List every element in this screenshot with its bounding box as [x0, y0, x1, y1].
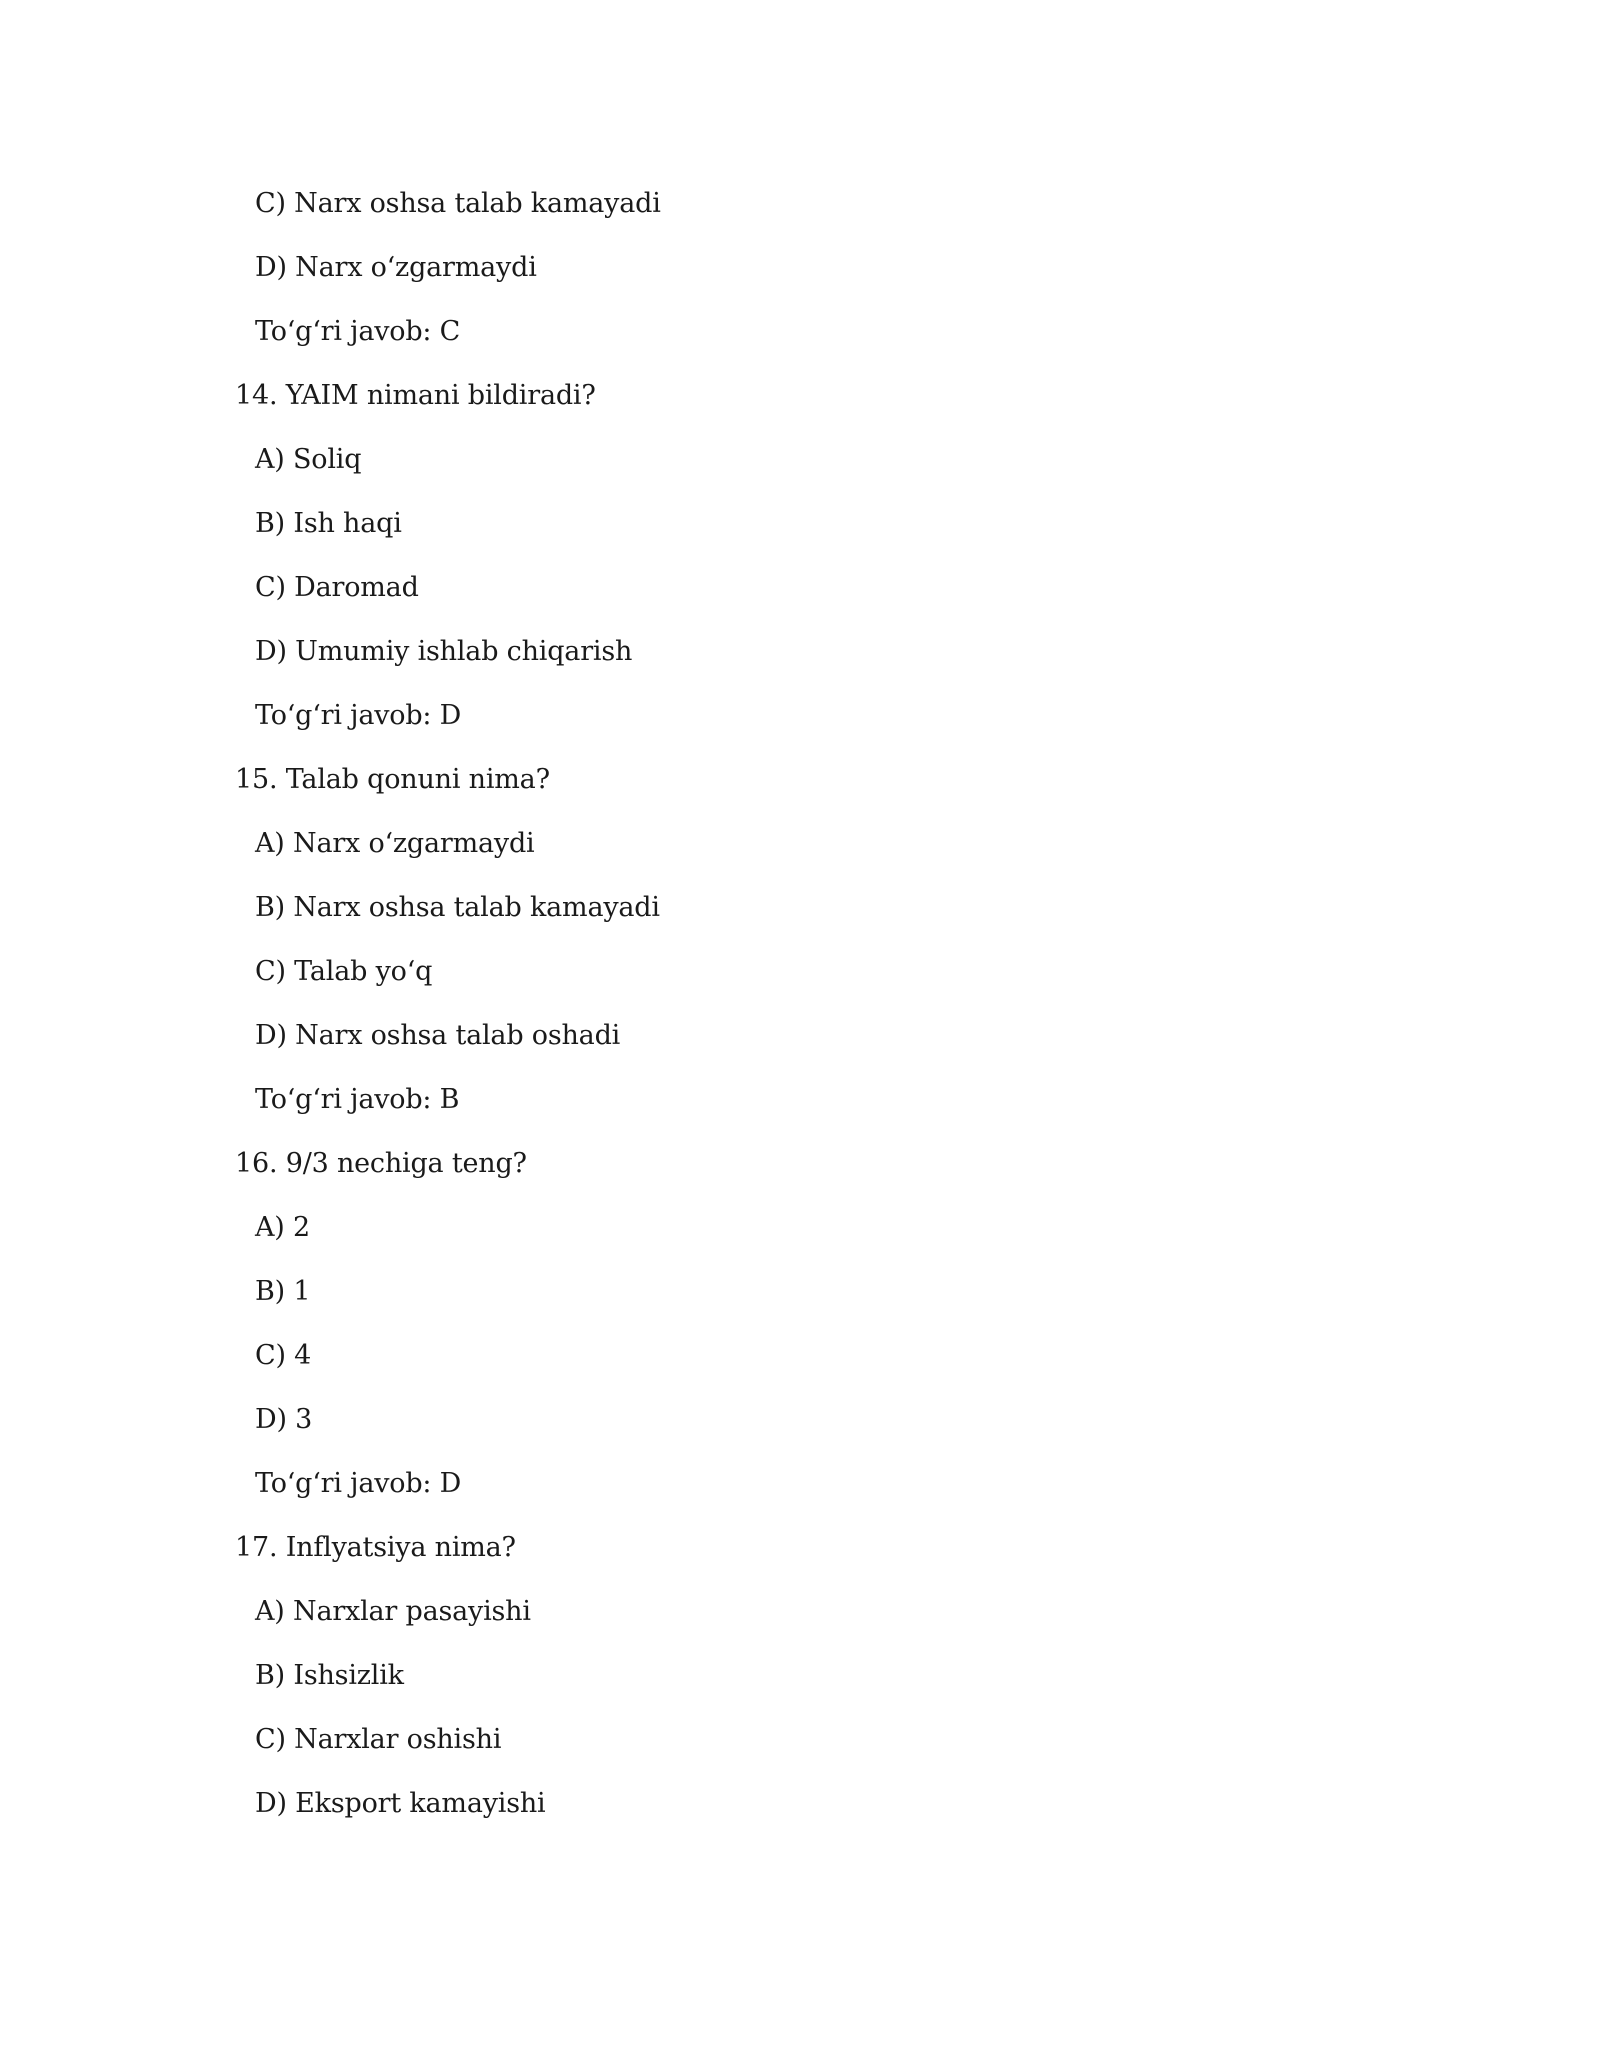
option-d: D) Umumiy ishlab chiqarish [255, 636, 633, 667]
correct-answer: To‘g‘ri javob: C [255, 316, 461, 347]
option-d: D) Narx o‘zgarmaydi [255, 252, 537, 283]
option-c: C) 4 [255, 1340, 312, 1371]
option-d: D) Eksport kamayishi [255, 1788, 546, 1819]
option-a: A) Soliq [255, 444, 362, 475]
option-a: A) Narx o‘zgarmaydi [255, 828, 535, 859]
question-17: 17. Inflyatsiya nima? [235, 1532, 516, 1563]
question-14: 14. YAIM nimani bildiradi? [235, 380, 596, 411]
option-b: B) Narx oshsa talab kamayadi [255, 892, 660, 923]
correct-answer: To‘g‘ri javob: D [255, 1468, 462, 1499]
option-a: A) Narxlar pasayishi [255, 1596, 531, 1627]
option-d: D) 3 [255, 1404, 313, 1435]
correct-answer: To‘g‘ri javob: B [255, 1084, 460, 1115]
option-c: C) Narxlar oshishi [255, 1724, 502, 1755]
option-c: C) Narx oshsa talab kamayadi [255, 188, 661, 219]
question-15: 15. Talab qonuni nima? [235, 764, 550, 795]
option-b: B) 1 [255, 1276, 311, 1307]
question-16: 16. 9/3 nechiga teng? [235, 1148, 527, 1179]
option-b: B) Ishsizlik [255, 1660, 404, 1691]
correct-answer: To‘g‘ri javob: D [255, 700, 462, 731]
option-a: A) 2 [255, 1212, 310, 1243]
option-b: B) Ish haqi [255, 508, 402, 539]
option-c: C) Daromad [255, 572, 419, 603]
option-d: D) Narx oshsa talab oshadi [255, 1020, 621, 1051]
option-c: C) Talab yo‘q [255, 956, 433, 987]
